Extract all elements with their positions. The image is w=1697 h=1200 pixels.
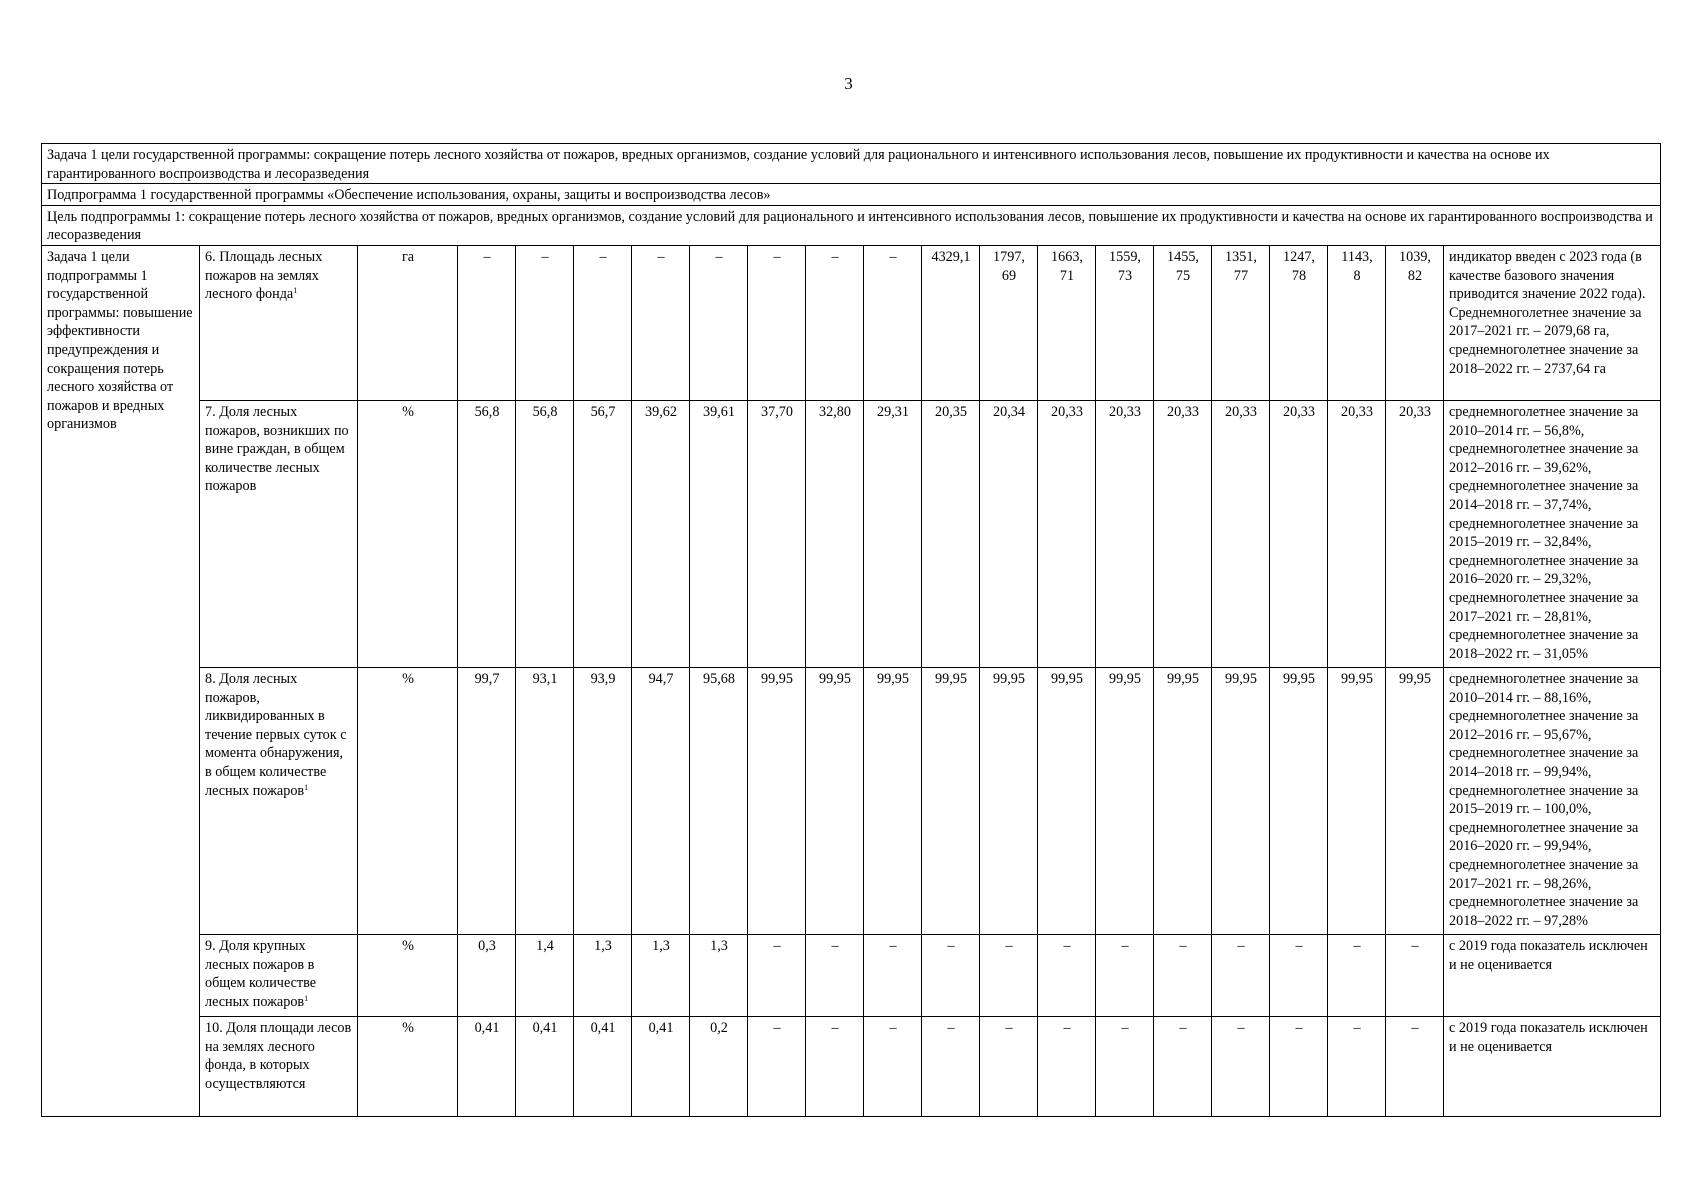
- indicator-row: [42, 400, 1661, 667]
- value-cell: –: [458, 245, 516, 400]
- value-cell: 37,70: [748, 400, 806, 667]
- value-cell: 93,1: [516, 667, 574, 934]
- value-cell: 99,95: [980, 667, 1038, 934]
- value-cell: –: [980, 934, 1038, 1016]
- value-cell: 56,8: [458, 400, 516, 667]
- task-cell: Задача 1 цели подпрограммы 1 государственной программы: повышение эффективности предупреждения и сокращения потерь лесного хозяйства от пожаров и вредных организмов: [42, 245, 200, 1116]
- note-cell: среднемноголетнее значение за 2010–2014 гг. – 56,8%, среднемноголетнее значение за 2012–2016 гг. – 39,62%, среднемноголетнее значение за 2014–2018 гг. – 37,74%, среднемноголетнее значение за 2015–2019 гг. – 32,84%, среднемноголетнее значение за 2016–2020 гг. – 29,32%, среднемноголетнее значение за 2017–2021 гг. – 28,81%, среднемноголетнее значение за 2018–2022 гг. – 31,05%: [1444, 400, 1661, 667]
- value-cell: –: [748, 934, 806, 1016]
- value-cell: 20,35: [922, 400, 980, 667]
- footnote-marker: 1: [304, 993, 309, 1003]
- value-cell: –: [864, 245, 922, 400]
- value-cell: 32,80: [806, 400, 864, 667]
- value-cell: 99,95: [1386, 667, 1444, 934]
- value-cell: 1797, 69: [980, 245, 1038, 400]
- note-cell: с 2019 года показатель исключен и не оценивается: [1444, 1016, 1661, 1116]
- indicator-label-text: 10. Доля площади лесов на землях лесного фонда, в которых осуществляются: [205, 1019, 352, 1092]
- indicator-label-text: 8. Доля лесных пожаров, ликвидированных в течение первых суток с момента обнаружения, в общем количестве лесных пожаров: [205, 670, 347, 799]
- value-cell: –: [864, 934, 922, 1016]
- value-cell: 99,95: [1154, 667, 1212, 934]
- value-cell: –: [632, 245, 690, 400]
- value-cell: –: [864, 1016, 922, 1116]
- unit-cell: %: [358, 400, 458, 667]
- value-cell: 1,3: [574, 934, 632, 1016]
- value-cell: 20,33: [1212, 400, 1270, 667]
- value-cell: –: [1096, 1016, 1154, 1116]
- indicators-table: [41, 143, 1661, 1117]
- value-cell: 1663, 71: [1038, 245, 1096, 400]
- value-cell: 20,33: [1154, 400, 1212, 667]
- value-cell: –: [922, 934, 980, 1016]
- indicator-label: [200, 1016, 358, 1116]
- value-cell: –: [806, 1016, 864, 1116]
- value-cell: –: [1212, 1016, 1270, 1116]
- value-cell: 0,2: [690, 1016, 748, 1116]
- value-cell: –: [1328, 934, 1386, 1016]
- unit-cell: га: [358, 245, 458, 400]
- value-cell: 39,62: [632, 400, 690, 667]
- value-cell: –: [1154, 1016, 1212, 1116]
- value-cell: 56,7: [574, 400, 632, 667]
- value-cell: 95,68: [690, 667, 748, 934]
- value-cell: –: [1038, 1016, 1096, 1116]
- task-row: [42, 144, 1661, 184]
- value-cell: –: [922, 1016, 980, 1116]
- value-cell: 1143, 8: [1328, 245, 1386, 400]
- goal-row: [42, 205, 1661, 245]
- value-cell: 0,41: [458, 1016, 516, 1116]
- value-cell: 20,33: [1038, 400, 1096, 667]
- indicator-row: [42, 934, 1661, 1016]
- value-cell: –: [1270, 1016, 1328, 1116]
- value-cell: 20,33: [1096, 400, 1154, 667]
- value-cell: 99,95: [748, 667, 806, 934]
- value-cell: 1455, 75: [1154, 245, 1212, 400]
- value-cell: 0,41: [516, 1016, 574, 1116]
- value-cell: 20,33: [1386, 400, 1444, 667]
- indicator-row: [42, 667, 1661, 934]
- note-cell: среднемноголетнее значение за 2010–2014 гг. – 88,16%, среднемноголетнее значение за 2012–2016 гг. – 95,67%, среднемноголетнее значение за 2014–2018 гг. – 99,94%, среднемноголетнее значение за 2015–2019 гг. – 100,0%, среднемноголетнее значение за 2016–2020 гг. – 99,94%, среднемноголетнее значение за 2017–2021 гг. – 98,26%, среднемноголетнее значение за 2018–2022 гг. – 97,28%: [1444, 667, 1661, 934]
- value-cell: 20,33: [1270, 400, 1328, 667]
- unit-cell: %: [358, 934, 458, 1016]
- value-cell: 1559, 73: [1096, 245, 1154, 400]
- indicator-row: [42, 245, 1661, 400]
- value-cell: 0,41: [574, 1016, 632, 1116]
- value-cell: 94,7: [632, 667, 690, 934]
- note-cell: с 2019 года показатель исключен и не оценивается: [1444, 934, 1661, 1016]
- value-cell: 20,33: [1328, 400, 1386, 667]
- value-cell: –: [980, 1016, 1038, 1116]
- indicator-label-text: 6. Площадь лесных пожаров на землях лесного фонда: [205, 248, 323, 303]
- value-cell: –: [806, 245, 864, 400]
- goal-banner: Цель подпрограммы 1: сокращение потерь лесного хозяйства от пожаров, вредных организмов, создание условий для рационального и интенсивного использования лесов, повышение их продуктивности и качества на основе их гарантированного воспроизводства и лесоразведения: [42, 205, 1661, 245]
- value-cell: 56,8: [516, 400, 574, 667]
- value-cell: –: [574, 245, 632, 400]
- subprogram-row: [42, 184, 1661, 206]
- indicator-label-text: 7. Доля лесных пожаров, возникших по вине граждан, в общем количестве лесных пожаров: [205, 403, 349, 495]
- value-cell: 99,95: [922, 667, 980, 934]
- value-cell: 29,31: [864, 400, 922, 667]
- page-number: 3: [844, 74, 853, 93]
- value-cell: –: [1212, 934, 1270, 1016]
- task-banner: Задача 1 цели государственной программы: сокращение потерь лесного хозяйства от пожаров, вредных организмов, создание условий для рационального и интенсивного использования лесов, повышение их продуктивности и качества на основе их гарантированного воспроизводства и лесоразведения: [42, 144, 1661, 184]
- value-cell: 1,3: [690, 934, 748, 1016]
- value-cell: 4329,1: [922, 245, 980, 400]
- footnote-marker: 1: [293, 286, 298, 296]
- indicator-label: [200, 934, 358, 1016]
- value-cell: –: [1154, 934, 1212, 1016]
- value-cell: 99,7: [458, 667, 516, 934]
- indicator-label: [200, 245, 358, 400]
- value-cell: 1,4: [516, 934, 574, 1016]
- unit-cell: %: [358, 1016, 458, 1116]
- indicator-label: [200, 667, 358, 934]
- value-cell: 20,34: [980, 400, 1038, 667]
- value-cell: –: [516, 245, 574, 400]
- value-cell: 0,41: [632, 1016, 690, 1116]
- value-cell: –: [748, 245, 806, 400]
- value-cell: 93,9: [574, 667, 632, 934]
- value-cell: –: [806, 934, 864, 1016]
- value-cell: –: [748, 1016, 806, 1116]
- value-cell: 99,95: [806, 667, 864, 934]
- value-cell: 1247, 78: [1270, 245, 1328, 400]
- indicator-label-text: 9. Доля крупных лесных пожаров в общем количестве лесных пожаров: [205, 937, 317, 1010]
- value-cell: 99,95: [1096, 667, 1154, 934]
- value-cell: –: [1038, 934, 1096, 1016]
- value-cell: –: [1270, 934, 1328, 1016]
- value-cell: 1,3: [632, 934, 690, 1016]
- value-cell: 1039, 82: [1386, 245, 1444, 400]
- value-cell: –: [690, 245, 748, 400]
- value-cell: 99,95: [1328, 667, 1386, 934]
- unit-cell: %: [358, 667, 458, 934]
- value-cell: –: [1386, 934, 1444, 1016]
- value-cell: 0,3: [458, 934, 516, 1016]
- subprogram-banner: Подпрограмма 1 государственной программы «Обеспечение использования, охраны, защиты и воспроизводства лесов»: [42, 184, 1661, 206]
- footnote-marker: 1: [304, 782, 309, 792]
- value-cell: –: [1386, 1016, 1444, 1116]
- value-cell: –: [1096, 934, 1154, 1016]
- value-cell: –: [1328, 1016, 1386, 1116]
- value-cell: 1351, 77: [1212, 245, 1270, 400]
- value-cell: 99,95: [1038, 667, 1096, 934]
- value-cell: 99,95: [1212, 667, 1270, 934]
- value-cell: 99,95: [864, 667, 922, 934]
- value-cell: 39,61: [690, 400, 748, 667]
- note-cell: индикатор введен с 2023 года (в качестве базового значения приводится значение 2022 года). Среднемноголетнее значение за 2017–2021 гг. – 2079,68 га, среднемноголетнее значение за 2018–2022 гг. – 2737,64 га: [1444, 245, 1661, 400]
- indicator-row: [42, 1016, 1661, 1116]
- value-cell: 99,95: [1270, 667, 1328, 934]
- indicator-label: [200, 400, 358, 667]
